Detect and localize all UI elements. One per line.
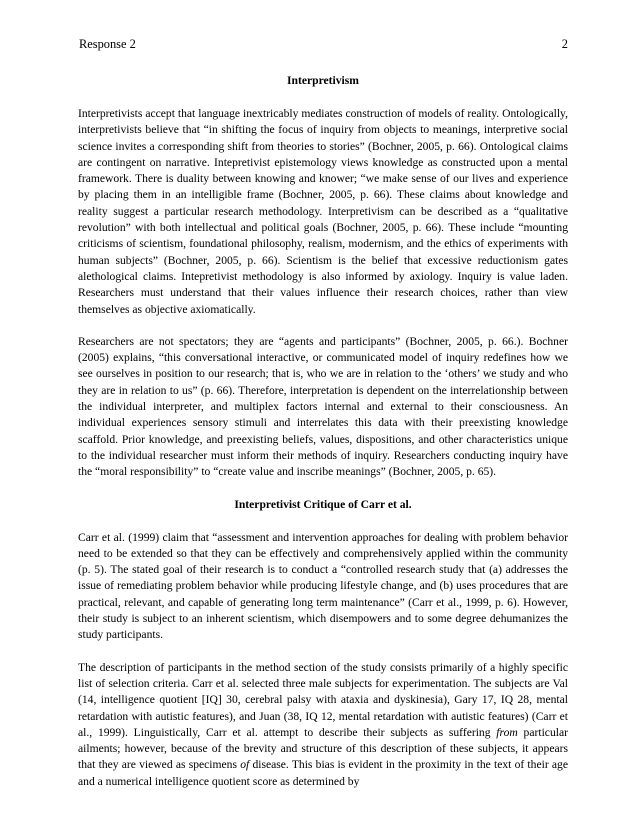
italic-word-from: from bbox=[496, 725, 518, 739]
paragraph-gap bbox=[78, 318, 568, 334]
paragraph-text-segment: disease. This bias is evident in the proximity in the text of their age and a numerical intelligence quotient score as determined by bbox=[78, 758, 568, 788]
paragraph-text-segment: particular ailments; however, because of the brevity and structure of this description of these subjects, it appears that they are viewed as specimens bbox=[78, 725, 568, 772]
italic-word-of: of bbox=[240, 758, 250, 772]
paragraph-gap bbox=[78, 481, 568, 497]
page-number: 2 bbox=[561, 37, 568, 51]
paragraph-gap bbox=[78, 644, 568, 660]
section-heading-critique: Interpretivist Critique of Carr et al. bbox=[234, 497, 412, 511]
document-body bbox=[78, 73, 568, 790]
paragraph-interpretivism-1: Interpretivists accept that language inextricably mediates construction of models of reality. Ontologically, interpretivists believe that “in shifting the focus of inquiry from objects to meanings, interpretive social science invites a corresponding shift from theories to stories” (Bochner, 2005, p. 66). Ontological claims are contingent on narrative. Intepretivist epistemology views knowledge as constructed upon a mental framework. There is duality between knowing and knower; “we make sense of our lives and experience by placing them in an intelligible frame (Bochner, 2005, p. 66). These claims about knowledge and reality suggest a particular research methodology. Interpretivism can be described as a “qualitative revolution” with both intellectual and political goals (Bochner, 2005, p. 66). These include “mounting criticisms of scientism, foundational philosophy, realism, modernism, and the ethics of experiments with human subjects” (Bochner, 2005, p. 66). Scientism is the belief that excessive reductionism gates alethological claims. Intepretivist methodology is also informed by axiology. Inquiry is value laden. Researchers must understand that their values influence their research choices, rather than view themselves as objective axiomatically. bbox=[78, 107, 568, 316]
paragraph-critique-1: Carr et al. (1999) claim that “assessment and intervention approaches for dealing with problem behavior need to be extended so that they can be effectively and comprehensively applied within the community (p. 5). The stated goal of their research is to conduct a “controlled research study that (a) addresses the issue of remediating problem behavior while producing lifestyle change, and (b) uses procedures that are practical, relevant, and capable of generating long term maintenance” (Carr et al., 1999, p. 6). However, their study is subject to an inherent scientism, which disempowers and to some degree dehumanizes the study participants. bbox=[78, 530, 568, 642]
running-head: Response 2 bbox=[79, 37, 136, 51]
section-heading-interpretivism: Interpretivism bbox=[287, 74, 359, 87]
paragraph-critique-2 bbox=[78, 660, 568, 790]
paragraph-text-segment: The description of participants in the method section of the study consists primarily of a highly specific list of selection criteria. Carr et al. selected three male subjects for experimentation. The subjects are Val (14, intelligence quotient [IQ] 30, cerebral palsy with ataxia and dyskinesia), Gary 17, IQ 28, mental retardation with autistic features), and Juan (38, IQ 12, mental retardation with autistic features) (Carr et al., 1999). Linguistically, Carr et al. attempt to describe their subjects as suffering bbox=[78, 660, 568, 739]
paragraph-interpretivism-2: Researchers are not spectators; they are “agents and participants” (Bochner, 2005, p. 66.). Bochner (2005) explains, “this conversational interactive, or communicated model of inquiry redefines how we see ourselves in position to our research; that is, who we are in relation to the ‘others’ we study and who they are in relation to us” (p. 66). Therefore, interpretation is dependent on the interrelationship between the individual interpreter, and multiplex factors internal and external to their consciousness. An individual experiences sensory stimuli and interrelates this data with their preexisting knowledge scaffold. Prior knowledge, and preexisting beliefs, values, dispositions, and other characteristics unique to the individual researcher must inform their methods of inquiry. Researchers conducting inquiry have the “moral responsibility” to “create value and inscribe meanings” (Bochner, 2005, p. 65). bbox=[78, 334, 568, 479]
